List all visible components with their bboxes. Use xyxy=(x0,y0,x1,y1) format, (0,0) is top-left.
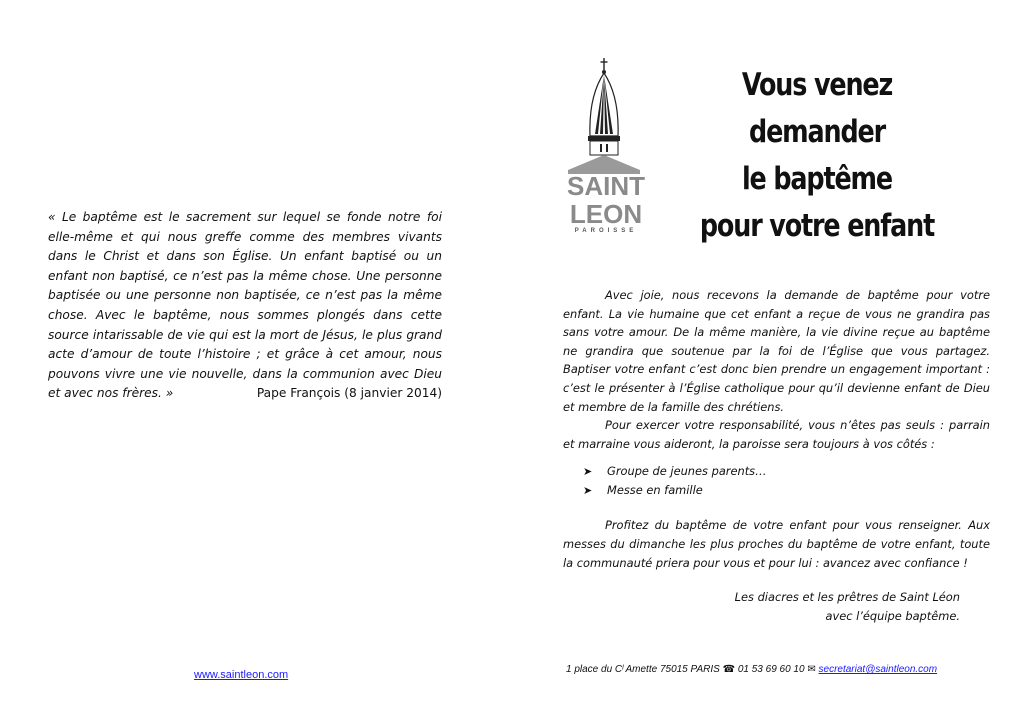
mail-icon: ✉ xyxy=(807,664,816,675)
list-item xyxy=(583,481,767,500)
paragraph-1: Avec joie, nous recevons la demande de baptême pour votre enfant. La vie humaine que cet enfant a reçue de vous ne grandira pas sans votre amour. De la même manière, la vie divine reçue au baptême ne grandira que soutenue par la foi de l’Église que vous partagez. Baptiser votre enfant c’est donc bien prendre un engagement important : c’est le présenter à l’Église catholique pour qu’il devienne enfant de Dieu et membre de la famille des chrétiens. xyxy=(563,288,990,414)
church-steeple-icon xyxy=(562,58,650,178)
address: 1 place du Cˡ Amette 75015 PARIS xyxy=(566,664,720,675)
contact-footer xyxy=(566,664,996,675)
logo-saint: SAINT xyxy=(567,171,645,201)
title-line-3: pour votre enfant xyxy=(699,208,935,244)
phone-number: 01 53 69 60 10 xyxy=(737,664,805,675)
logo-paroisse: PAROISSE xyxy=(574,228,638,234)
page-title xyxy=(690,62,944,250)
paragraph-2: Pour exercer votre responsabilité, vous n’êtes pas seuls : parrain et marraine vous aideront, la paroisse sera toujours à vos côtés : xyxy=(563,418,990,451)
quote-author: Pape François (8 janvier 2014) xyxy=(256,386,442,400)
signature-line-1: Les diacres et les prêtres de Saint Léon xyxy=(734,590,960,604)
email-link[interactable]: secretariat@saintleon.com xyxy=(818,664,938,675)
signature xyxy=(700,588,960,626)
parish-logo xyxy=(562,58,650,233)
list-item-label: Groupe de jeunes parents… xyxy=(607,464,767,478)
list-item-label: Messe en famille xyxy=(607,483,703,497)
list-item xyxy=(583,462,767,481)
signature-line-2: avec l’équipe baptême. xyxy=(825,609,960,623)
activities-list xyxy=(583,462,767,500)
website-link[interactable]: www.saintleon.com xyxy=(194,669,289,681)
arrow-bullet-icon: ➤ xyxy=(583,484,593,497)
title-line-1: Vous venez demander xyxy=(741,67,893,150)
phone-icon: ☎ xyxy=(722,664,736,675)
title-line-2: le baptême xyxy=(741,161,892,197)
paragraph-3: Profitez du baptême de votre enfant pour vous renseigner. Aux messes du dimanche les plus proches du baptême de votre enfant, toute la communauté priera pour vous et pour lui : avancez avec confiance ! xyxy=(563,518,990,570)
intro-text xyxy=(563,286,990,453)
pope-quote: « Le baptême est le sacrement sur lequel se fonde notre foi elle-même et qui nous greffe comme des membres vivants dans le Christ et dans son Église. Un enfant baptisé ou un enfant non baptisé, ce n’est pas la même chose. Une personne baptisée ou une personne non baptisée, ce n’est pas la même chose. Avec le baptême, nous sommes plongés dans cette source intarissable de vie qui est la mort de Jésus, le plus grand acte d’amour de toute l’histoire ; et grâce à cet amour, nous pouvons vivre une vie nouvelle, dans la communion avec Dieu et avec nos frères. » xyxy=(48,210,442,401)
outro-text xyxy=(563,516,990,573)
arrow-bullet-icon: ➤ xyxy=(583,465,593,478)
logo-leon: LEON xyxy=(569,199,643,229)
